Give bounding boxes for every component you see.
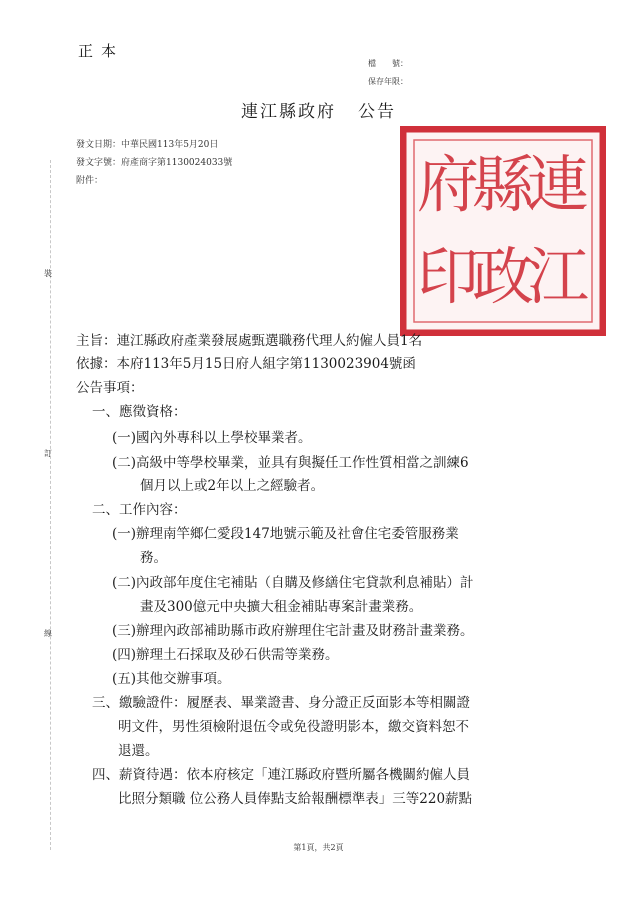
section-documents-cont: 明文件，男性須檢附退伍令或免役證明影本，繳交資料恕不	[118, 719, 469, 735]
list-item: (一)辦理南竿鄉仁愛段147地號示範及社會住宅委管服務業	[112, 526, 459, 542]
seal-char: 印	[416, 240, 480, 313]
issue-date	[76, 137, 218, 150]
list-item-cont: 務。	[140, 550, 167, 566]
list-item: (一)國內外專科以上學校畢業者。	[112, 430, 312, 446]
seal-char: 縣	[471, 148, 535, 221]
list-item: (二)高級中等學校畢業，並具有與擬任工作性質相當之訓練6	[112, 455, 469, 471]
list-item-cont: 個月以上或2年以上之經驗者。	[140, 478, 325, 494]
list-item: (二)內政部年度住宅補貼（自購及修繕住宅貸款利息補貼）計	[112, 575, 474, 591]
seal-char: 府	[416, 148, 480, 221]
issue-date-value: 中華民國113年5月20日	[121, 140, 219, 150]
section-duties: 二、工作內容：	[92, 502, 187, 518]
binding-line	[50, 160, 51, 850]
section-documents-cont: 退還。	[118, 743, 159, 759]
basis: 依據：本府113年5月15日府人組字第1130023904號函	[76, 356, 416, 372]
announcement-heading: 公告事項：	[76, 380, 144, 396]
retention-label: 保存年限：	[368, 77, 408, 86]
seal-char: 江	[526, 240, 590, 313]
issue-date-label: 發文日期：	[76, 140, 122, 150]
seal-char: 政	[471, 240, 535, 313]
section-documents: 三、繳驗證件：履歷表、畢業證書、身分證正反面影本等相關證	[92, 695, 470, 711]
list-item: (五)其他交辦事項。	[112, 671, 231, 687]
reference-number	[76, 155, 232, 168]
reference-value: 府產商字第1130024033號	[121, 158, 233, 168]
binding-mark: 線	[44, 629, 52, 638]
copy-mark: 正本	[78, 42, 125, 60]
official-seal	[400, 126, 606, 336]
file-no-label: 檔 號：	[368, 59, 408, 68]
binding-mark: 訂	[44, 449, 52, 458]
subject: 主旨：連江縣政府產業發展處甄選職務代理人約僱人員1名	[76, 333, 423, 349]
title-doc-type: 公告	[358, 102, 396, 122]
page-number: 第1頁，共2頁	[293, 843, 344, 852]
list-item-cont: 畫及300億元中央擴大租金補貼專案計畫業務。	[140, 599, 423, 615]
title-org: 連江縣政府	[241, 102, 336, 122]
section-salary-cont: 比照分類職 位公務人員俸點支給報酬標準表」三等220薪點	[118, 791, 473, 807]
list-item: (三)辦理內政部補助縣市政府辦理住宅計畫及財務計畫業務。	[112, 623, 474, 639]
reference-label: 發文字號：	[76, 158, 122, 168]
binding-mark: 裝	[44, 269, 52, 278]
section-qualifications: 一、應徵資格：	[92, 404, 187, 420]
attachments-label: 附件：	[76, 176, 104, 186]
page-title	[0, 97, 637, 122]
section-salary: 四、薪資待遇：依本府核定「連江縣政府暨所屬各機關約僱人員	[92, 767, 470, 783]
list-item: (四)辦理土石採取及砂石供需等業務。	[112, 647, 339, 663]
seal-char: 連	[526, 148, 590, 221]
